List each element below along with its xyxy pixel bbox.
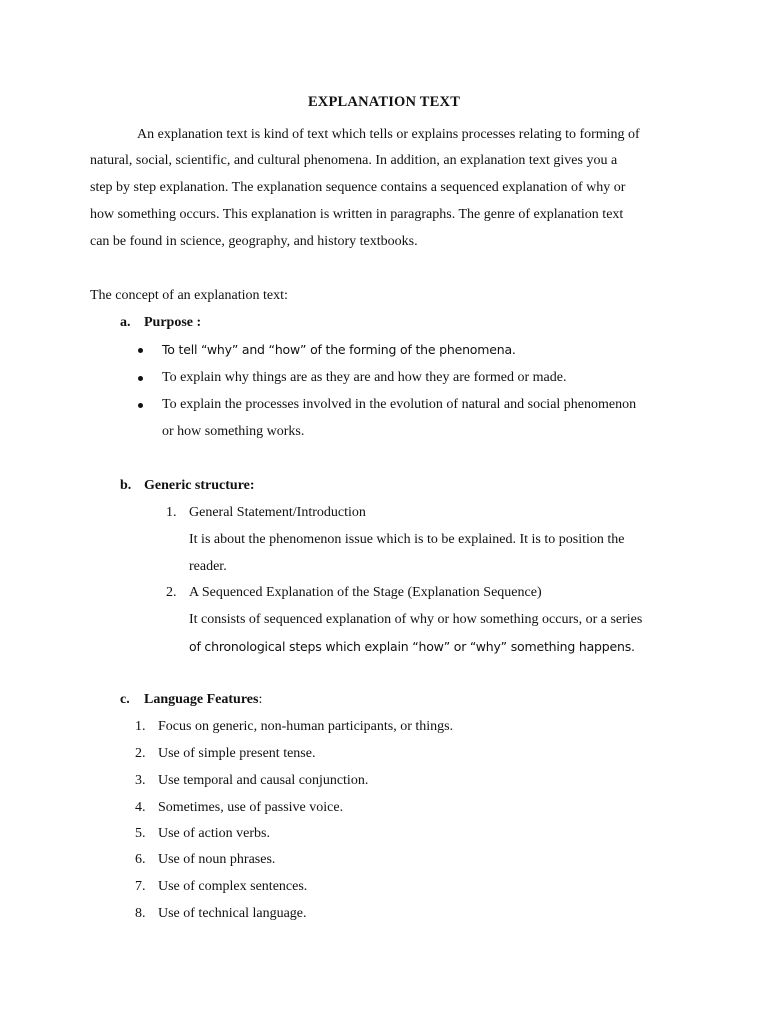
intro-line: how something occurs. This explanation is written in paragraphs. The genre of explanation text [90,207,624,222]
section-marker: c. [120,692,130,707]
section-marker: a. [120,315,131,330]
purpose-bullet: To explain why things are as they are and how they are formed or made. [162,370,567,385]
bullet-icon [138,403,143,408]
feature-number: 7. [135,879,146,894]
structure-item-desc: reader. [189,559,227,574]
intro-line: An explanation text is kind of text which tells or explains processes relating to forming of [137,127,640,142]
structure-item-desc: of chronological steps which explain “how” or “why” something happens. [189,639,635,654]
intro-line: step by step explanation. The explanation sequence contains a sequenced explanation of why or [90,180,626,195]
feature-number: 5. [135,826,146,841]
structure-item-title: A Sequenced Explanation of the Stage (Explanation Sequence) [189,585,542,600]
structure-item-desc: It consists of sequenced explanation of why or how something occurs, or a series [189,612,643,627]
structure-item-desc: It is about the phenomenon issue which is to be explained. It is to position the [189,532,625,547]
intro-line: natural, social, scientific, and cultural phenomena. In addition, an explanation text gives you a [90,153,618,168]
structure-item-number: 1. [166,505,177,520]
bullet-icon [138,376,143,381]
structure-item-title: General Statement/Introduction [189,505,366,520]
feature-item: Use of technical language. [158,906,307,921]
structure-heading: Generic structure: [144,478,255,493]
bullet-icon [138,348,143,353]
feature-number: 4. [135,800,146,815]
feature-number: 6. [135,852,146,867]
purpose-bullet-continuation: or how something works. [162,424,305,439]
feature-item: Use of noun phrases. [158,852,276,867]
feature-item: Focus on generic, non-human participants, or things. [158,719,454,734]
concept-heading: The concept of an explanation text: [90,288,288,303]
section-marker: b. [120,478,132,493]
feature-number: 1. [135,719,146,734]
purpose-bullet: To explain the processes involved in the evolution of natural and social phenomenon [162,397,637,412]
feature-item: Use temporal and causal conjunction. [158,773,369,788]
feature-item: Use of action verbs. [158,826,270,841]
language-heading-text: Language Features [144,692,259,707]
purpose-bullet: To tell “why” and “how” of the forming of the phenomena. [162,342,516,357]
language-heading-colon: : [258,692,263,707]
language-heading [144,691,262,709]
feature-item: Use of simple present tense. [158,746,316,761]
feature-item: Use of complex sentences. [158,879,308,894]
feature-number: 3. [135,773,146,788]
feature-item: Sometimes, use of passive voice. [158,800,344,815]
page-title: EXPLANATION TEXT [307,94,461,110]
structure-item-number: 2. [166,585,177,600]
intro-line: can be found in science, geography, and history textbooks. [90,234,418,249]
purpose-heading: Purpose : [144,315,202,330]
feature-number: 2. [135,746,146,761]
feature-number: 8. [135,906,146,921]
